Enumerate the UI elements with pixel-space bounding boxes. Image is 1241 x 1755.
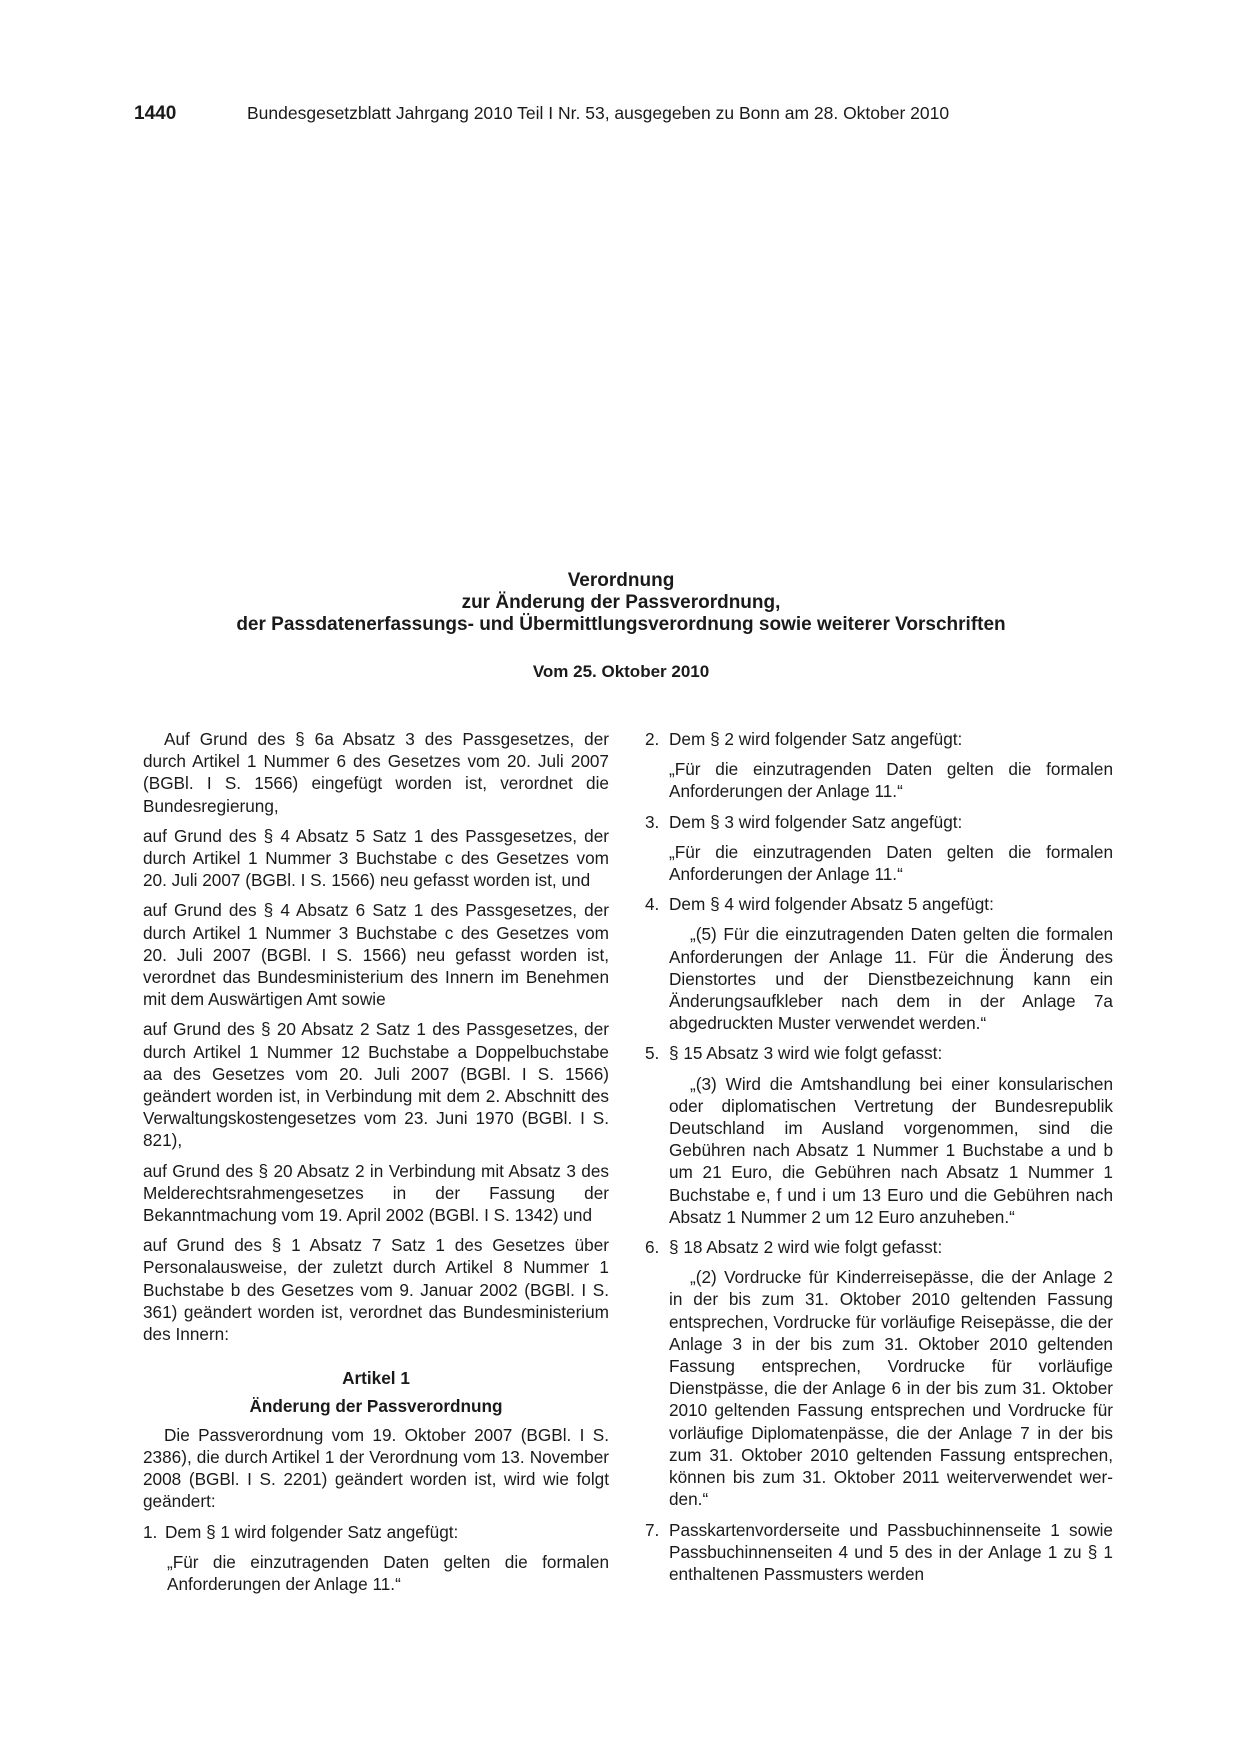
preamble-paragraph: auf Grund des § 20 Absatz 2 Satz 1 des Passgesetzes, der durch Artikel 1 Nummer 12 Buchstabe a Doppelbuchstabe aa des Gesetzes vom 20. Juli 2007 (BGBl. I S. 1566) geändert worden ist, in Verbindung mit dem 2. Abschnitt des Verwaltungskostengesetzes vom 23. Juni 1970 (BGBl. I S. 821), <box>143 1019 609 1151</box>
item-quote: „(3) Wird die Amtshandlung bei einer konsularischen oder diplomatischen Vertretung der Bundesrepublik Deutschland im Ausland vorgenommen, sind die Gebühren nach Absatz 1 Nummer 1 Buchstabe a und b um 21 Euro, die Gebühren nach Absatz 1 Nummer 1 Buchstabe e, f und i um 13 Euro und die Gebühren nach Absatz 1 Nummer 2 um 12 Euro anzuheben.“ <box>669 1073 1113 1227</box>
item-quote: „Für die einzutragenden Daten gelten die formalen Anforderungen der Anlage 11.“ <box>167 1551 609 1594</box>
preamble-paragraph: auf Grund des § 4 Absatz 5 Satz 1 des Passgesetzes, der durch Artikel 1 Nummer 3 Buchstabe c des Gesetzes vom 20. Juli 2007 (BGBl. I S. 1566) neu gefasst worden ist, und <box>143 825 609 891</box>
list-item <box>645 893 1113 915</box>
item-number: 3. <box>645 811 660 832</box>
document-title <box>134 570 1108 682</box>
item-quote: „(5) Für die einzutragenden Daten gelten die formalen Anforderungen der Anlage 11. Für die Änderung des Dienstortes und der Dienstbezeichnung kann ein Änderungsaufkleber nach dem in der Anlage 7a abgedruckten Muster verwendet werden.“ <box>669 924 1113 1034</box>
list-item <box>645 1519 1113 1586</box>
article-subheading: Änderung der Passverordnung <box>249 1396 503 1417</box>
item-number: 5. <box>645 1043 660 1064</box>
item-text: Dem § 3 wird folgender Satz angefügt: <box>669 811 963 832</box>
running-title: Bundesgesetzblatt Jahrgang 2010 Teil I Nr. 53, ausgegeben zu Bonn am 28. Oktober 2010 <box>247 103 950 123</box>
running-header <box>134 100 1034 126</box>
item-quote: „(2) Vordrucke für Kinderreisepässe, die der Anlage 2 in der bis zum 31. Oktober 2010 geltenden Fassung entsprechen, Vordrucke für vorläufige Reisepässe, die der Anlage 3 in der bis zum 31. Oktober 2010 geltenden Fassung entsprechen, Vordrucke für vorläufige Dienstpässe, die der Anlage 6 in der bis zum 31. Oktober 2010 geltenden Fassung entsprechen und Vordrucke für vorläufige Diplomatenpässe, die der Anlage 7 in der bis zum 31. Oktober 2010 geltenden Fassung entsprechen, können bis zum 31. Oktober 2011 weiterverwendet werden.“ <box>669 1267 1113 1510</box>
item-text: § 15 Absatz 3 wird wie folgt gefasst: <box>669 1043 943 1064</box>
item-quote: „Für die einzutragenden Daten gelten die formalen Anforderungen der Anlage 11.“ <box>669 759 1113 802</box>
item-number: 2. <box>645 729 660 749</box>
title-line-1: Verordnung <box>567 570 675 591</box>
article-intro: Die Passverordnung vom 19. Oktober 2007 (BGBl. I S. 2386), die durch Artikel 1 der Verordnung vom 13. November 2008 (BGBl. I S. 2201) geändert worden ist, wird wie folgt geändert: <box>143 1424 609 1512</box>
article-heading: Artikel 1 <box>342 1368 410 1389</box>
preamble-paragraph: Auf Grund des § 6a Absatz 3 des Passgesetzes, der durch Artikel 1 Nummer 6 des Gesetzes vom 20. Juli 2007 (BGBl. I S. 1566) eingefügt worden ist, verordnet die Bundesregierung, <box>143 729 609 816</box>
title-line-3: der Passdatenerfassungs- und Übermittlungsverordnung sowie weiterer Vorschriften <box>236 614 1006 635</box>
right-column <box>645 728 1113 1593</box>
item-number: 4. <box>645 894 660 915</box>
document-date: Vom 25. Oktober 2010 <box>532 662 710 681</box>
item-text: § 18 Absatz 2 wird wie folgt gefasst: <box>669 1237 943 1258</box>
item-text: Dem § 1 wird folgender Satz angefügt: <box>165 1521 459 1542</box>
item-number: 7. <box>645 1519 660 1540</box>
item-number: 1. <box>143 1521 158 1542</box>
item-text: Dem § 4 wird folgender Absatz 5 angefügt: <box>669 894 994 915</box>
list-item <box>645 1042 1113 1064</box>
left-column <box>143 728 609 1603</box>
list-item <box>645 728 1113 750</box>
item-text: Dem § 2 wird folgender Satz angefügt: <box>669 729 963 749</box>
title-line-2: zur Änderung der Passverordnung, <box>461 592 781 613</box>
preamble-paragraph: auf Grund des § 1 Absatz 7 Satz 1 des Gesetzes über Personalausweise, der zuletzt durch Artikel 8 Nummer 1 Buchstabe b des Gesetzes vom 9. Januar 2002 (BGBl. I S. 361) geändert worden ist, verordnet das Bundesministerium des Innern: <box>143 1235 609 1345</box>
list-item <box>645 1236 1113 1258</box>
list-item <box>143 1521 609 1543</box>
item-quote: „Für die einzutragenden Daten gelten die formalen Anforderungen der Anlage 11.“ <box>669 841 1113 885</box>
item-number: 6. <box>645 1237 660 1258</box>
list-item <box>645 811 1113 833</box>
preamble-paragraph: auf Grund des § 4 Absatz 6 Satz 1 des Passgesetzes, der durch Artikel 1 Nummer 3 Buchstabe c des Gesetzes vom 20. Juli 2007 (BGBl. I S. 1566) neu gefasst worden ist, verordnet das Bundesministerium des Innern im Benehmen mit dem Auswärtigen Amt sowie <box>143 900 609 1010</box>
preamble-paragraph: auf Grund des § 20 Absatz 2 in Verbindung mit Absatz 3 des Melderechtsrahmengesetzes in der Fassung der Bekanntmachung vom 19. April 2002 (BGBl. I S. 1342) und <box>143 1160 609 1226</box>
page-number: 1440 <box>134 103 177 124</box>
item-text: Passkartenvorderseite und Passbuchinnenseite 1 sowie Passbuchinnenseiten 4 und 5 des in der Anlage 1 zu § 1 enthaltenen Passmusters werden <box>669 1519 1113 1584</box>
